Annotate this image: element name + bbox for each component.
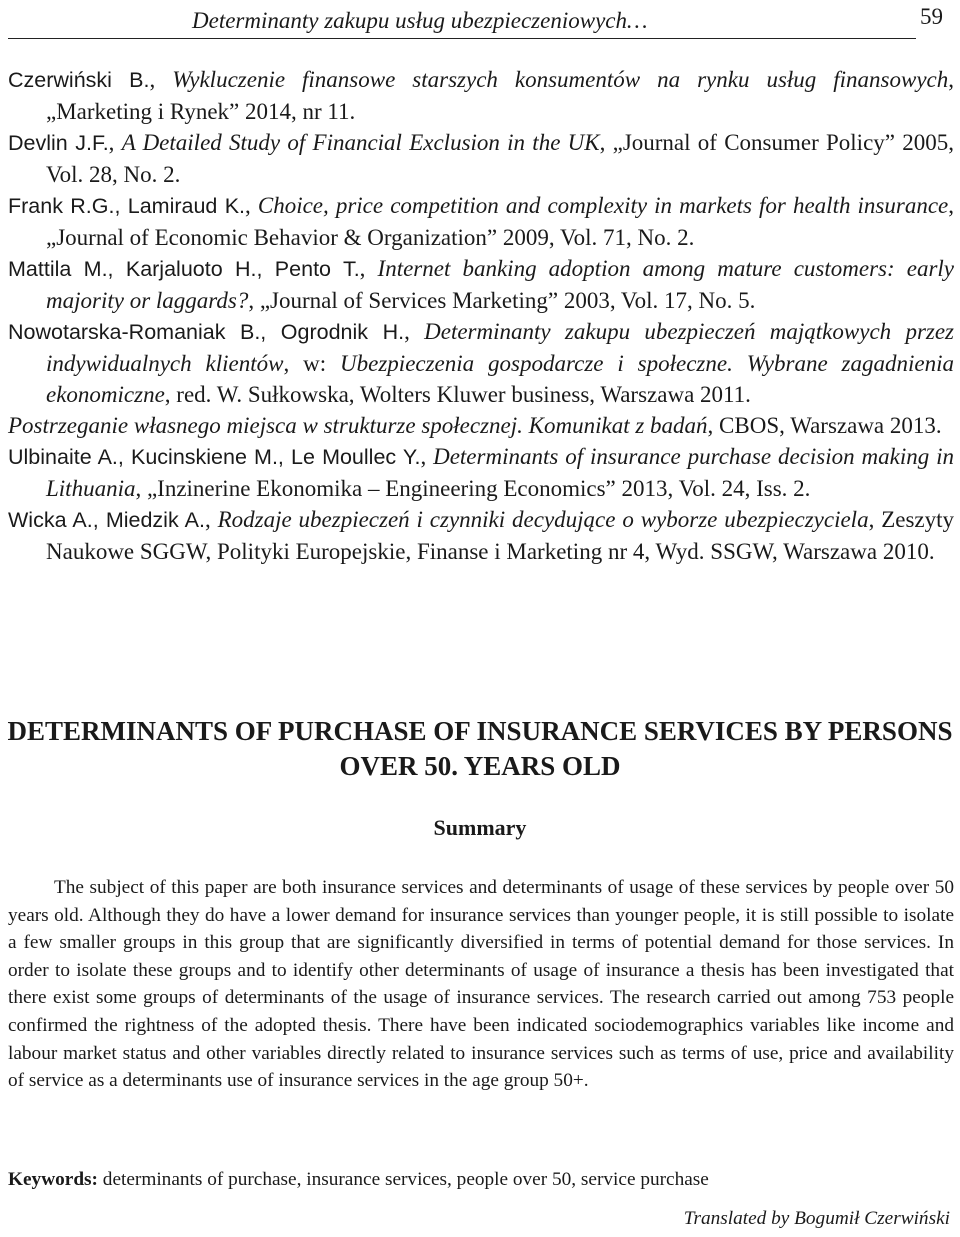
reference-authors: Frank R.G., Lamiraud K. xyxy=(8,194,246,218)
reference-title: Wykluczenie finansowe starszych konsumentów na rynku usług finansowych xyxy=(172,67,949,92)
reference-title: Choice, price competition and complexity in markets for health insurance xyxy=(257,193,949,218)
keywords-label: Keywords: xyxy=(8,1169,98,1190)
reference-details: , red. W. Sułkowska, Wolters Kluwer business, Warszawa 2011. xyxy=(164,382,751,407)
reference-list xyxy=(8,64,954,567)
reference-details: , Zeszyty Naukowe SGGW, Polityki Europejskie, Finanse i Marketing nr 4, Wyd. SSGW, Warszawa 2010. xyxy=(46,507,955,564)
reference-details: , xyxy=(204,507,218,532)
reference-details: , xyxy=(420,444,434,469)
reference-entry xyxy=(8,316,954,410)
running-title: Determinanty zakupu usług ubezpieczeniowych… xyxy=(192,8,648,33)
reference-title: Determinanty zakupu ubezpieczeń majątkowych przez indywidualnych klientów xyxy=(46,319,955,376)
abstract-text: The subject of this paper are both insurance services and determinants of usage of these services by people over 50 years old. Although they do have a lower demand for insurance services than younger people, it is still possible to isolate a few smaller groups in this group that are significantly diversified in terms of potential demand for those services. In order to isolate these groups and to identify other determinants of usage of insurance a thesis has been investigated that there exist some groups of determinants of the usage of insurance services. The research carried out among 753 people confirmed the rightness of the adopted thesis. There have been indicated sociodemographics variables like income and labour market status and other variables directly related to insurance services such as terms of use, price and availability of service as a determinants use of insurance services in the age group 50+. xyxy=(8,877,954,1092)
reference-details: , xyxy=(108,130,122,155)
reference-details: , xyxy=(359,256,378,281)
translator-credit: Translated by Bogumił Czerwiński xyxy=(683,1208,950,1229)
reference-authors: Ulbinaite A., Kucinskiene M., Le Moullec Y. xyxy=(8,445,421,469)
reference-entry xyxy=(8,127,954,190)
reference-details: , „Journal of Consumer Policy” 2005, Vol. 28, No. 2. xyxy=(46,130,954,187)
reference-title: Determinants of insurance purchase decision making in Lithuania xyxy=(46,444,954,501)
reference-details: , „Inzinerine Ekonomika – Engineering Economics” 2013, Vol. 24, Iss. 2. xyxy=(135,476,811,501)
reference-entry xyxy=(8,441,954,504)
reference-title: A Detailed Study of Financial Exclusion in the UK xyxy=(121,130,600,155)
page-number: 59 xyxy=(920,4,943,29)
reference-entry xyxy=(8,410,954,441)
reference-authors: Mattila M., Karjaluoto H., Pento T. xyxy=(8,257,360,281)
keywords-line xyxy=(8,1166,954,1194)
reference-details: , xyxy=(245,193,258,218)
reference-entry xyxy=(8,64,954,127)
keywords-text: determinants of purchase, insurance services, people over 50, service purchase xyxy=(102,1169,709,1190)
reference-details: , w: xyxy=(283,351,341,376)
reference-authors: Devlin J.F. xyxy=(8,131,109,155)
reference-entry xyxy=(8,504,954,567)
running-header xyxy=(8,4,943,39)
reference-title: Rodzaje ubezpieczeń i czynniki decydujące o wyborze ubezpieczyciela xyxy=(217,507,869,532)
reference-entry xyxy=(8,253,954,316)
reference-details: , xyxy=(404,319,425,344)
reference-details: , xyxy=(149,67,173,92)
reference-title: Internet banking adoption among mature customers: early majority or laggards? xyxy=(46,256,955,313)
reference-authors: Wicka A., Miedzik A. xyxy=(8,508,205,532)
reference-details: , CBOS, Warszawa 2013. xyxy=(707,413,942,438)
reference-title: Postrzeganie własnego miejsca w strukturze społecznej. Komunikat z badań xyxy=(8,413,708,438)
reference-details: , „Journal of Services Marketing” 2003, Vol. 17, No. 5. xyxy=(248,288,756,313)
reference-authors: Czerwiński B. xyxy=(8,68,150,92)
reference-entry xyxy=(8,190,954,253)
reference-details: , „Journal of Economic Behavior & Organization” 2009, Vol. 71, No. 2. xyxy=(46,193,955,250)
paper-title: DETERMINANTS OF PURCHASE OF INSURANCE SERVICES BY PERSONS OVER 50. YEARS OLD xyxy=(7,716,953,781)
reference-details: , „Marketing i Rynek” 2014, nr 11. xyxy=(46,67,955,124)
reference-title: Ubezpieczenia gospodarcze i społeczne. Wybrane zagadnienia ekonomiczne xyxy=(46,351,954,407)
summary-heading: Summary xyxy=(433,815,527,840)
reference-authors: Nowotarska-Romaniak B., Ogrodnik H. xyxy=(8,320,405,344)
